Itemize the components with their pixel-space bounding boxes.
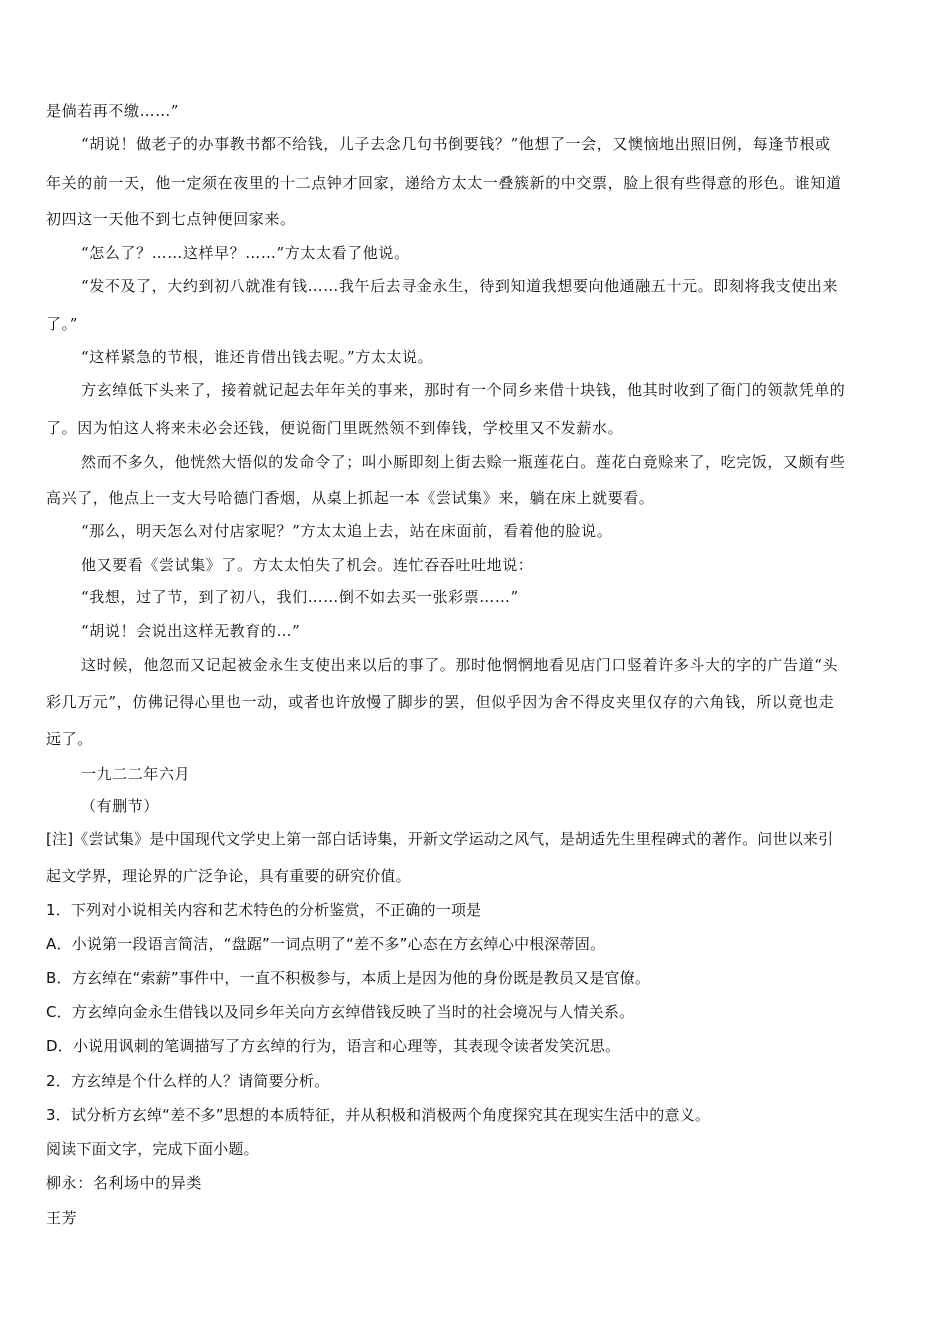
story-line: “怎么了？……这样早？……”方太太看了他说。 bbox=[81, 244, 410, 262]
question-2: 2．方玄绰是个什么样的人？请简要分析。 bbox=[46, 1072, 330, 1090]
story-line: 远了。 bbox=[46, 730, 93, 748]
story-line: 初四这一天他不到七点钟便回家来。 bbox=[46, 210, 296, 228]
question-1: 1．下列对小说相关内容和艺术特色的分析鉴赏，不正确的一项是 bbox=[46, 901, 482, 919]
story-line: 了。” bbox=[46, 315, 78, 333]
option-a: A．小说第一段语言简洁，“盘踞”一词点明了“差不多”心态在方玄绰心中根深蒂固。 bbox=[46, 935, 606, 953]
story-line: “那么，明天怎么对付店家呢？”方太太追上去，站在床面前，看着他的脸说。 bbox=[81, 522, 613, 540]
option-c: C．方玄绰向金永生借钱以及同乡年关向方玄绰借钱反映了当时的社会境况与人情关系。 bbox=[46, 1003, 635, 1021]
story-line: 年关的前一天，他一定须在夜里的十二点钟才回家，递给方太太一叠簇新的中交票，脸上很有些得意的形色。谁知道 bbox=[46, 174, 842, 192]
question-3: 3．试分析方玄绰“差不多”思想的本质特征，并从积极和消极两个角度探究其在现实生活中的意义。 bbox=[46, 1106, 711, 1124]
story-line: 是倘若再不缴……” bbox=[46, 102, 180, 120]
reading-instruction: 阅读下面文字，完成下面小题。 bbox=[46, 1140, 259, 1158]
option-b: B．方玄绰在“索薪”事件中，一直不积极参与，本质上是因为他的身份既是教员又是官僚。 bbox=[46, 969, 651, 987]
story-line: 他又要看《尝试集》了。方太太怕失了机会。连忙吞吞吐吐地说： bbox=[81, 556, 534, 574]
story-line: 这时候，他忽而又记起被金永生支使出来以后的事了。那时他惘惘地看见店门口竖着许多斗大的字的广告道“头 bbox=[81, 656, 839, 674]
footnote-line: 起文学界，理论界的广泛争论，具有重要的研究价值。 bbox=[46, 867, 411, 885]
option-d: D．小说用讽刺的笔调描写了方玄绰的行为，语言和心理等，其表现令读者发笑沉思。 bbox=[46, 1037, 621, 1055]
footnote-line: [注]《尝试集》是中国现代文学史上第一部白话诗集，开新文学运动之风气，是胡适先生里程碑式的著作。问世以来引 bbox=[46, 830, 834, 848]
story-line: 彩几万元”，仿佛记得心里也一动，或者也许放慢了脚步的罢，但似乎因为舍不得皮夹里仅存的六角钱，所以竟也走 bbox=[46, 693, 835, 711]
next-passage-title: 柳永：名利场中的异类 bbox=[46, 1174, 203, 1192]
story-line: 高兴了，他点上一支大号哈德门香烟，从桌上抓起一本《尝试集》来，躺在床上就要看。 bbox=[46, 489, 655, 507]
story-line: “我想，过了节，到了初八，我们……倒不如去买一张彩票……” bbox=[81, 588, 519, 606]
story-line: “这样紧急的节根，谁还肯借出钱去呢。”方太太说。 bbox=[81, 348, 434, 366]
story-line: “胡说！做老子的办事教书都不给钱，儿子去念几句书倒要钱？”他想了一会，又懊恼地出照旧例，每逢节根或 bbox=[81, 135, 831, 153]
story-line: 了。因为怕这人将来未必会还钱，便说衙门里既然领不到俸钱，学校里又不发薪水。 bbox=[46, 419, 624, 437]
story-date: 一九二二年六月 bbox=[81, 765, 191, 783]
next-passage-author: 王芳 bbox=[46, 1209, 78, 1227]
story-line: 然而不多久，他恍然大悟似的发命令了；叫小厮即刻上街去赊一瓶莲花白。莲花白竟赊来了，吃完饭，又颇有些 bbox=[81, 453, 846, 471]
story-abridged-note: （有删节） bbox=[81, 797, 160, 815]
story-line: 方玄绰低下头来了，接着就记起去年年关的事来，那时有一个同乡来借十块钱，他其时收到了衙门的领款凭单的 bbox=[81, 381, 846, 399]
story-line: “发不及了，大约到初八就准有钱……我午后去寻金永生，待到知道我想要向他通融五十元。即刻将我支使出来 bbox=[81, 277, 839, 295]
story-line: “胡说！会说出这样无教育的…” bbox=[81, 622, 301, 640]
